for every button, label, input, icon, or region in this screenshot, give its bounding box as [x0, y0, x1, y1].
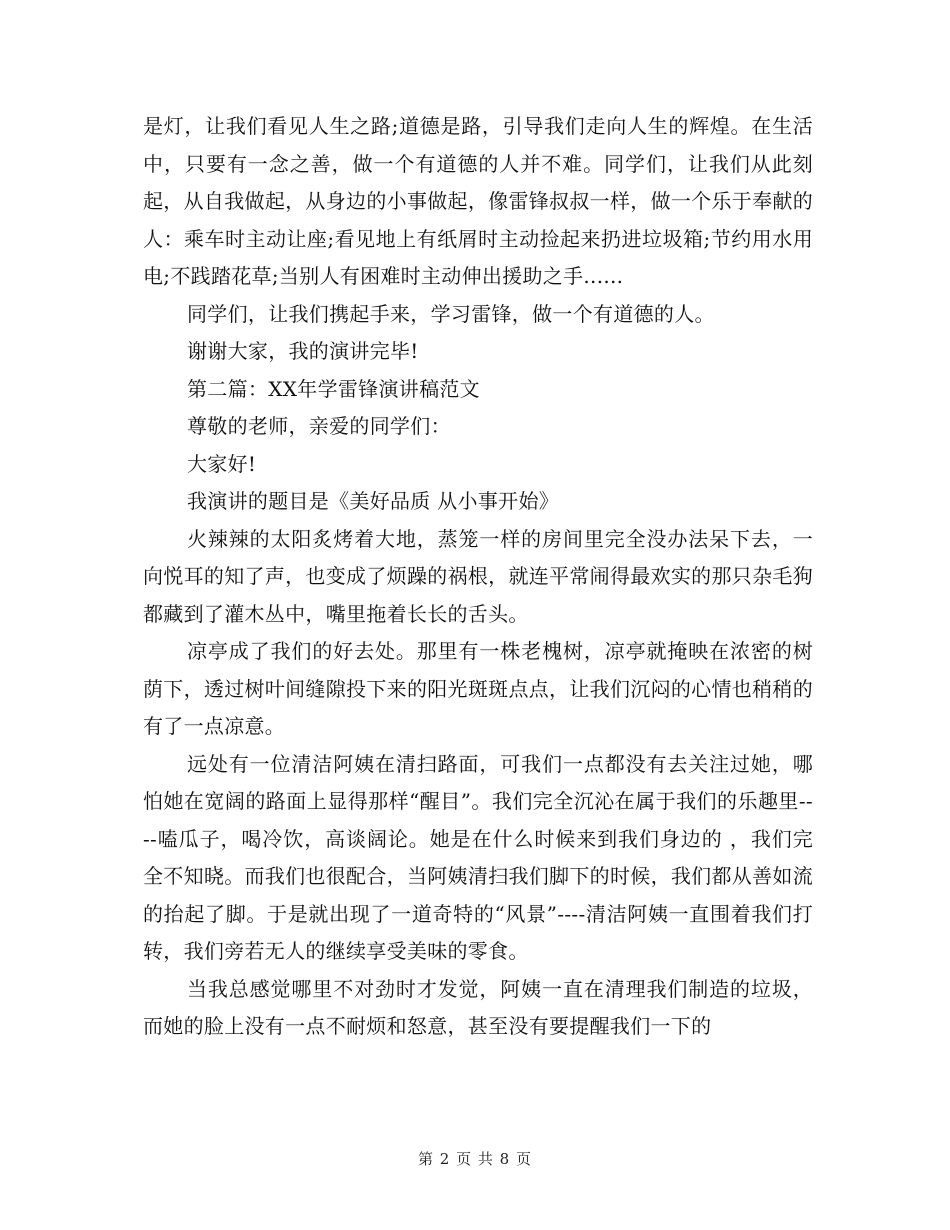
paragraph-continued: 是灯，让我们看见人生之路;道德是路，引导我们走向人生的辉煌。在生活中，只要有一念之善，做一个有道德的人并不难。同学们，让我们从此刻起，从自我做起，从身边的小事做起，像雷锋叔叔一样，做一个乐于奉献的人：乘车时主动让座;看见地上有纸屑时主动捡起来扔进垃圾箱;节约用水用电;不践踏花草;当别人有困难时主动伸出援助之手...... [143, 114, 813, 288]
paragraph-thanks: 谢谢大家，我的演讲完毕! [187, 339, 419, 363]
paragraph-call-to-action: 同学们，让我们携起手来，学习雷锋，做一个有道德的人。 [187, 301, 715, 326]
page-number-footer: 第 2 页 共 8 页 [418, 1150, 532, 1168]
paragraph-body: 远处有一位清洁阿姨在清扫路面，可我们一点都没有去关注过她，哪怕她在宽阔的路面上显得那样“醒目”。我们完全沉沁在属于我们的乐趣里----嗑瓜子，喝冷饮，高谈阔论。她是在什么时候来到我们身边的 ，我们完全不知晓。而我们也很配合，当阿姨清扫我们脚下的时候，我们都从善如流的抬起了脚。于是就出现了一道奇特的“风景”----清洁阿姨一直围着我们打转，我们旁若无人的继续享受美味的零食。 [143, 751, 813, 963]
paragraph-speech-title: 我演讲的题目是《美好品质 从小事开始》 [187, 489, 560, 513]
paragraph-body: 当我总感觉哪里不对劲时才发觉，阿姨一直在清理我们制造的垃圾，而她的脸上没有一点不耐烦和怒意，甚至没有要提醒我们一下的 [143, 976, 813, 1038]
document-body [143, 108, 813, 1046]
paragraph-salutation: 尊敬的老师，亲爱的同学们： [187, 414, 451, 438]
paragraph-body: 火辣辣的太阳炙烤着大地，蒸笼一样的房间里完全没办法呆下去，一向悦耳的知了声，也变成了烦躁的祸根，就连平常闹得最欢实的那只杂毛狗都藏到了灌木丛中，嘴里拖着长长的舌头。 [143, 526, 813, 626]
section-heading: 第二篇：XX年学雷锋演讲稿范文 [187, 376, 480, 401]
paragraph-body: 凉亭成了我们的好去处。那里有一株老槐树，凉亭就掩映在浓密的树荫下，透过树叶间缝隙投下来的阳光斑斑点点，让我们沉闷的心情也稍稍的有了一点凉意。 [143, 639, 813, 738]
paragraph-greeting: 大家好! [187, 451, 257, 476]
